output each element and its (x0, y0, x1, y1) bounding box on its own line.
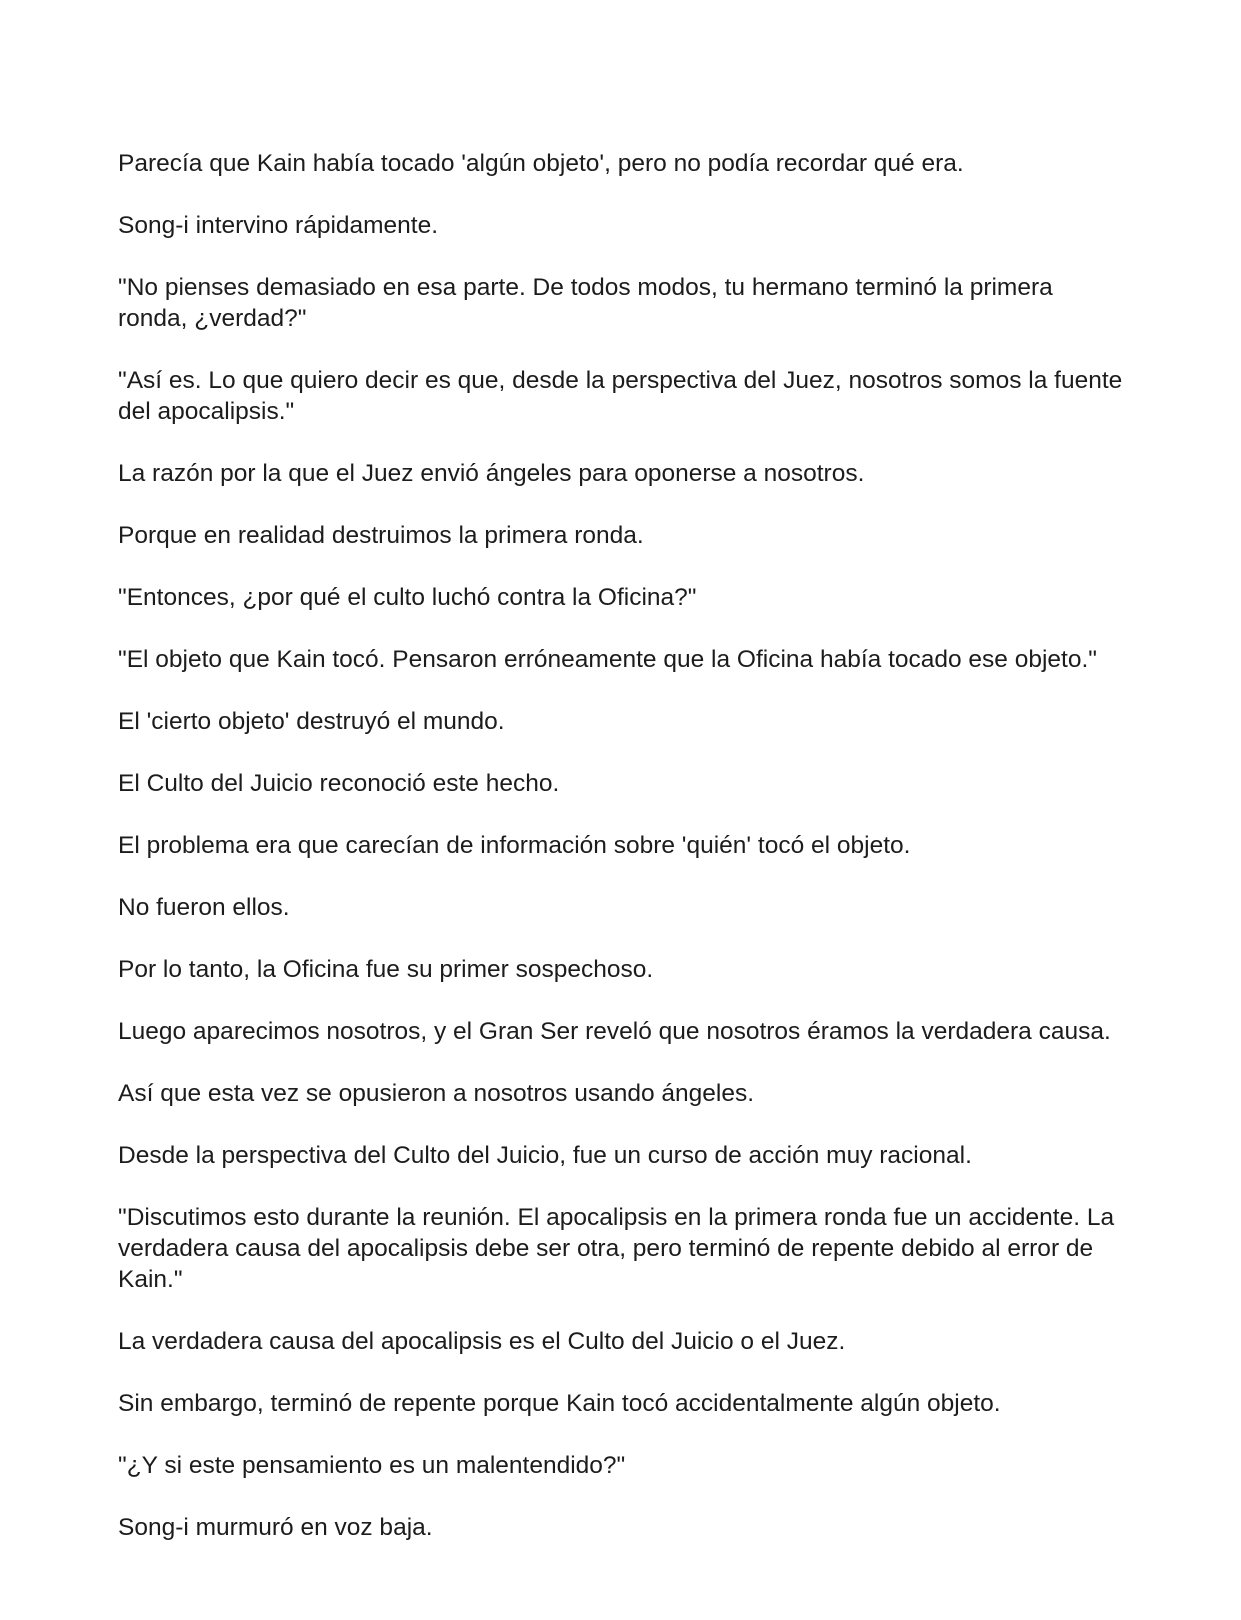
paragraph: El 'cierto objeto' destruyó el mundo. (118, 708, 505, 735)
paragraph: El Culto del Juicio reconoció este hecho. (118, 770, 560, 797)
paragraph: Desde la perspectiva del Culto del Juicio, fue un curso de acción muy racional. (118, 1142, 972, 1169)
paragraph: Song-i murmuró en voz baja. (118, 1514, 433, 1541)
paragraph: Luego aparecimos nosotros, y el Gran Ser reveló que nosotros éramos la verdadera causa. (118, 1018, 1111, 1045)
paragraph: La razón por la que el Juez envió ángeles para oponerse a nosotros. (118, 460, 865, 487)
paragraph: "No pienses demasiado en esa parte. De todos modos, tu hermano terminó la primera ronda, ¿verdad?" (118, 274, 1053, 332)
paragraph: "Discutimos esto durante la reunión. El apocalipsis en la primera ronda fue un accidente. La verdadera causa del apocalipsis debe ser otra, pero terminó de repente debido al error de Kain." (118, 1204, 1115, 1293)
paragraph: "El objeto que Kain tocó. Pensaron erróneamente que la Oficina había tocado ese objeto." (118, 646, 1097, 673)
paragraph: La verdadera causa del apocalipsis es el Culto del Juicio o el Juez. (118, 1328, 846, 1355)
paragraph: El problema era que carecían de información sobre 'quién' tocó el objeto. (118, 832, 911, 859)
paragraph: Parecía que Kain había tocado 'algún objeto', pero no podía recordar qué era. (118, 150, 964, 177)
paragraph: No fueron ellos. (118, 894, 290, 921)
paragraph: "Así es. Lo que quiero decir es que, desde la perspectiva del Juez, nosotros somos la fuente del apocalipsis." (118, 367, 1123, 425)
paragraph: Porque en realidad destruimos la primera ronda. (118, 522, 644, 549)
body-text (118, 148, 1128, 1574)
paragraph: Song-i intervino rápidamente. (118, 212, 439, 239)
paragraph: Sin embargo, terminó de repente porque Kain tocó accidentalmente algún objeto. (118, 1390, 1001, 1417)
paragraph: "Entonces, ¿por qué el culto luchó contra la Oficina?" (118, 584, 697, 611)
paragraph: "¿Y si este pensamiento es un malentendido?" (118, 1452, 626, 1479)
paragraph: Por lo tanto, la Oficina fue su primer sospechoso. (118, 956, 654, 983)
paragraph: Así que esta vez se opusieron a nosotros usando ángeles. (118, 1080, 755, 1107)
